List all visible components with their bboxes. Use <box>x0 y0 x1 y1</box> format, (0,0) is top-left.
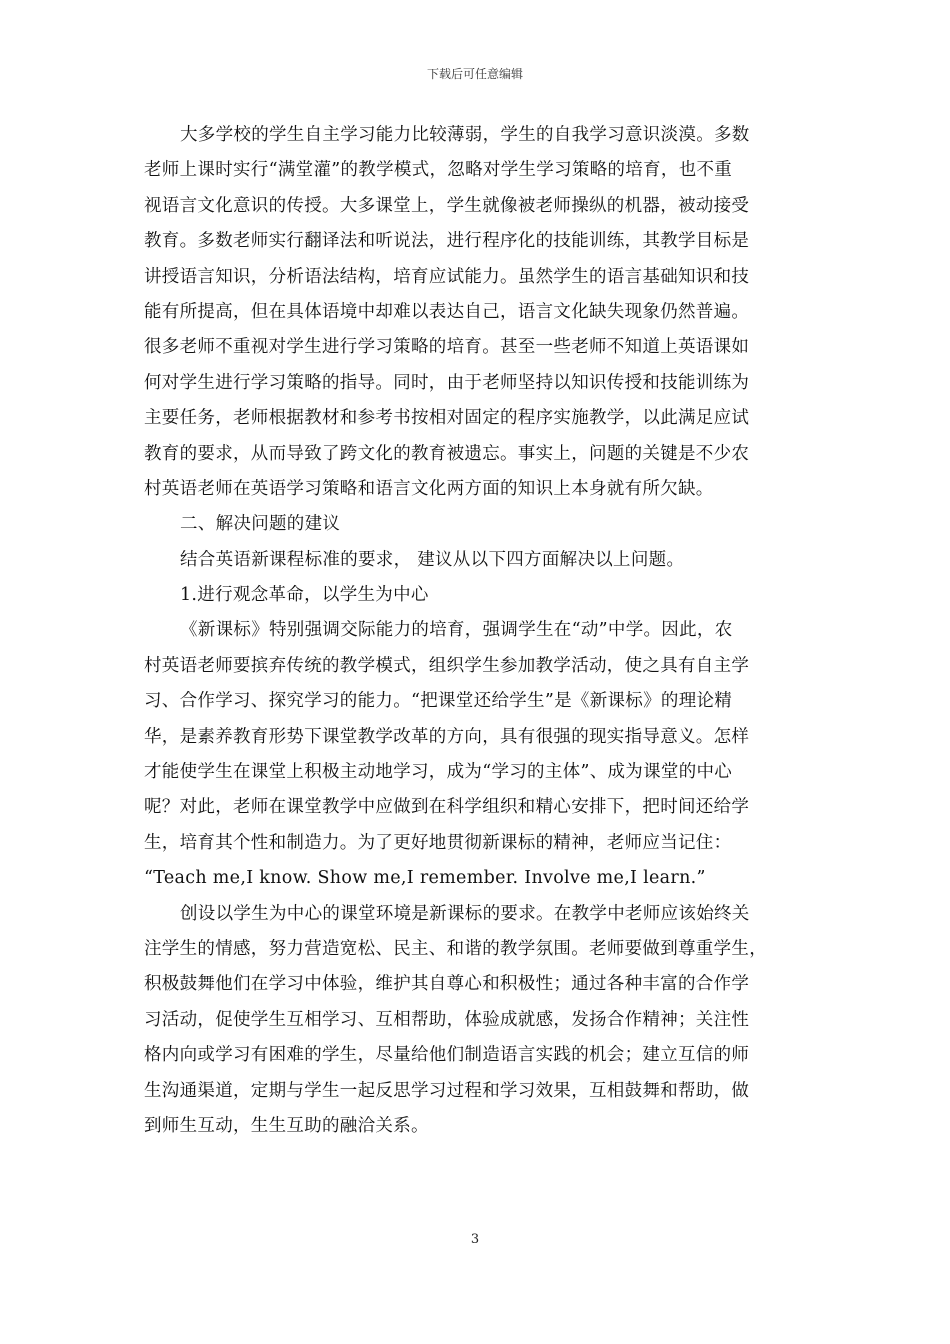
text-line: 才能使学生在课堂上积极主动地学习，成为“学习的主体”、成为课堂的中心 <box>144 762 733 783</box>
text-line: 积极鼓舞他们在学习中体验，维护其自尊心和积极性；通过各种丰富的合作学 <box>144 974 750 995</box>
text-line: 呢？对此，老师在课堂教学中应做到在科学组织和精心安排下，把时间还给学 <box>144 797 750 818</box>
text-line: 村英语老师要摈弃传统的教学模式，组织学生参加教学活动，使之具有自主学 <box>144 655 750 676</box>
text-line: “Teach me,I know. Show me,I remember. Involve me,I learn.” <box>144 868 706 889</box>
text-line: 教育。多数老师实行翻译法和听说法，进行程序化的技能训练，其教学目标是 <box>144 231 750 252</box>
text-line: 老师上课时实行“满堂灌”的教学模式，忽略对学生学习策略的培育，也不重 <box>144 160 733 181</box>
text-line: 讲授语言知识，分析语法结构，培育应试能力。虽然学生的语言基础知识和技 <box>144 266 750 287</box>
text-line: 结合英语新课程标准的要求， 建议从以下四方面解决以上问题。 <box>180 549 685 570</box>
text-line: 能有所提高，但在具体语境中却难以表达自己，语言文化缺失现象仍然普遍。 <box>144 301 750 322</box>
text-line: 生，培育其个性和制造力。为了更好地贯彻新课标的精神，老师应当记住： <box>144 832 732 853</box>
text-line: 视语言文化意识的传授。大多课堂上，学生就像被老师操纵的机器，被动接受 <box>144 195 750 216</box>
text-line: 很多老师不重视对学生进行学习策略的培育。甚至一些老师不知道上英语课如 <box>144 337 750 358</box>
text-line: 1.进行观念革命，以学生为中心 <box>180 585 429 606</box>
text-line: 格内向或学习有困难的学生，尽量给他们制造语言实践的机会；建立互信的师 <box>144 1045 750 1066</box>
page-number: 3 <box>470 1232 480 1247</box>
text-line: 《新课标》特别强调交际能力的培育，强调学生在“动”中学。因此，农 <box>180 620 733 641</box>
text-line: 到师生互动，生生互助的融洽关系。 <box>144 1115 429 1136</box>
text-line: 村英语老师在英语学习策略和语言文化两方面的知识上本身就有所欠缺。 <box>144 478 714 499</box>
text-line: 习、合作学习、探究学习的能力。“把课堂还给学生”是《新课标》的理论精 <box>144 691 733 712</box>
text-line: 华，是素养教育形势下课堂教学改革的方向，具有很强的现实指导意义。怎样 <box>144 726 750 747</box>
text-line: 大多学校的学生自主学习能力比较薄弱，学生的自我学习意识淡漠。多数 <box>180 125 750 145</box>
text-line: 习活动，促使学生互相学习、互相帮助，体验成就感，发扬合作精神；关注性 <box>144 1009 750 1030</box>
text-line: 注学生的情感，努力营造宽松、民主、和谐的教学氛围。老师要做到尊重学生， <box>144 938 767 959</box>
text-line: 主要任务，老师根据教材和参考书按相对固定的程序实施教学，以此满足应试 <box>144 408 750 429</box>
text-line: 教育的要求，从而导致了跨文化的教育被遗忘。事实上，问题的关键是不少农 <box>144 443 750 464</box>
text-line: 何对学生进行学习策略的指导。同时，由于老师坚持以知识传授和技能训练为 <box>144 372 750 393</box>
text-line: 二、解决问题的建议 <box>180 514 341 535</box>
page-header: 下载后可任意编辑 <box>426 67 523 81</box>
text-line: 生沟通渠道，定期与学生一起反思学习过程和学习效果，互相鼓舞和帮助，做 <box>144 1080 750 1101</box>
document-body <box>144 118 808 1144</box>
text-line: 创设以学生为中心的课堂环境是新课标的要求。在教学中老师应该始终关 <box>180 903 750 924</box>
